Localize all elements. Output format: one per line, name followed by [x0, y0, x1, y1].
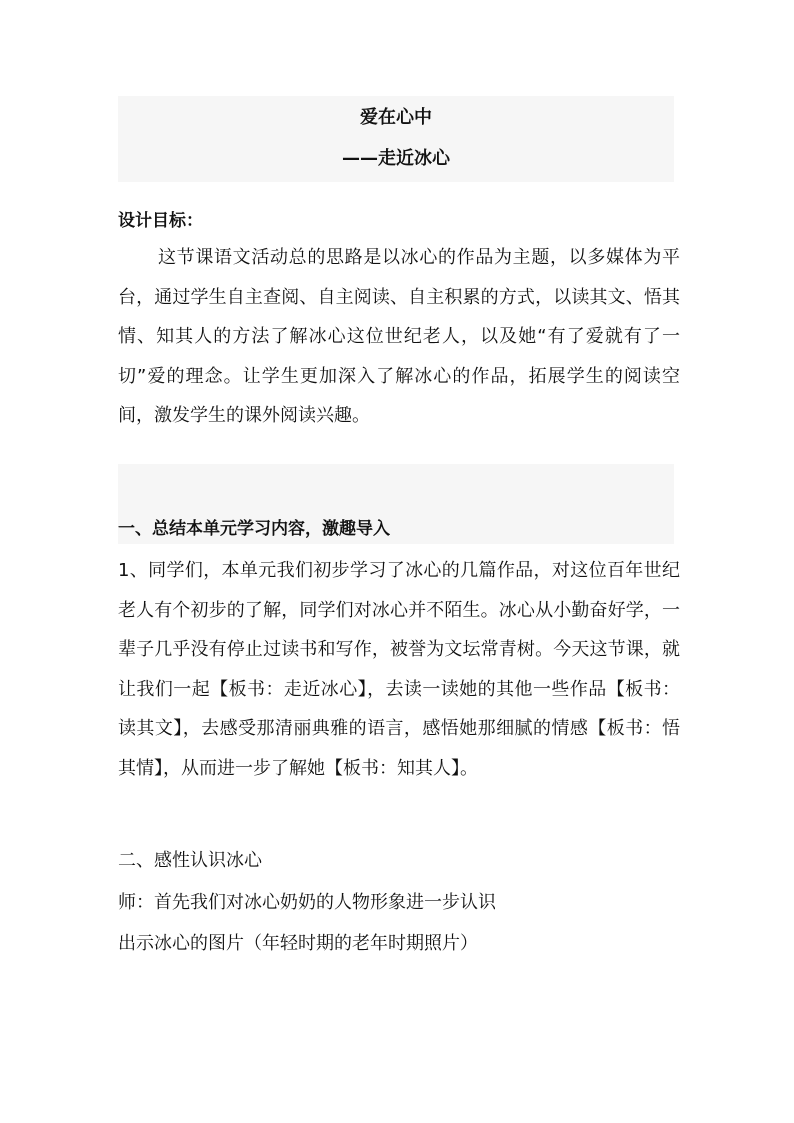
section1-heading: 一、总结本单元学习内容，激趣导入	[118, 519, 390, 539]
design-goal-paragraph: 这节课语文活动总的思路是以冰心的作品为主题，以多媒体为平台，通过学生自主查阅、自主阅读、自主积累的方式，以读其文、悟其情、知其人的方法了解冰心这位世纪老人，以及她“有了爱就有了一切”爱的理念。让学生更加深入了解冰心的作品，拓展学生的阅读空间，激发学生的课外阅读兴趣。	[118, 247, 680, 426]
section2-heading: 二、感性认识冰心	[118, 850, 262, 871]
section1-paragraph: 1、同学们，本单元我们初步学习了冰心的几篇作品，对这位百年世纪老人有个初步的了解，同学们对冰心并不陌生。冰心从小勤奋好学，一辈子几乎没有停止过读书和写作，被誉为文坛常青树。今天这节课，就让我们一起【板书：走近冰心】，去读一读她的其他一些作品【板书：读其文】，去感受那清丽典雅的语言，感悟她那细腻的情感【板书：悟其情】，从而进一步了解她【板书：知其人】。	[118, 560, 680, 779]
section2-line2: 出示冰心的图片（年轻时期的老年时期照片）	[118, 933, 478, 954]
design-goal-heading: 设计目标：	[118, 211, 203, 231]
section2-line1: 师：首先我们对冰心奶奶的人物形象进一步认识	[118, 892, 496, 913]
page-subtitle: ——走近冰心	[342, 148, 450, 169]
page-title: 爱在心中	[360, 107, 432, 128]
